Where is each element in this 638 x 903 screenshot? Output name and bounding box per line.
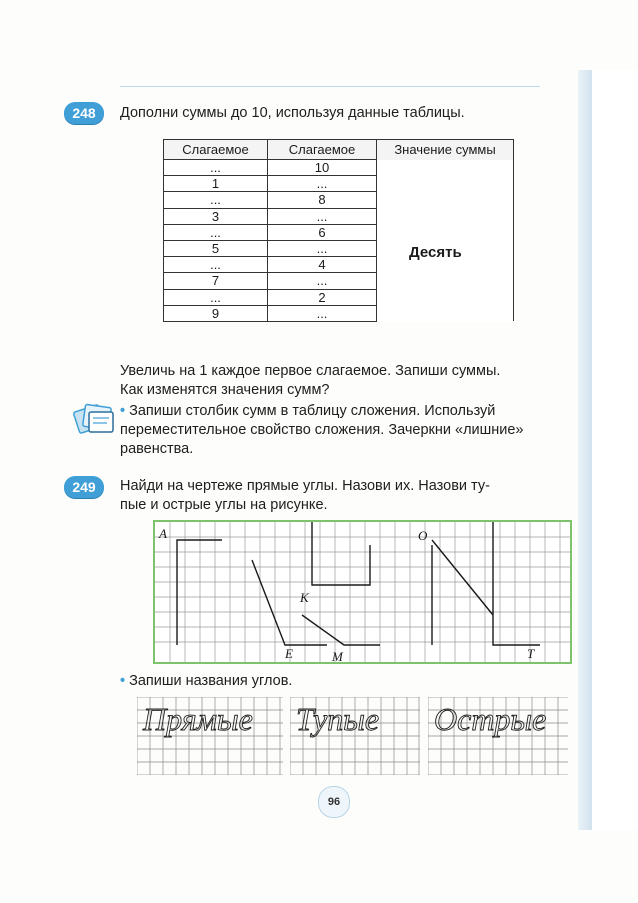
- addend-2: ...: [268, 208, 377, 224]
- label-k: K: [300, 590, 309, 605]
- addend-1: ...: [164, 224, 268, 240]
- table-header: Слагаемое: [268, 140, 377, 160]
- bullet-dot: •: [120, 673, 126, 689]
- addend-2: 10: [268, 160, 377, 176]
- table-header: Слагаемое: [164, 140, 268, 160]
- adjacent-page-strip: [578, 70, 592, 830]
- question-line: Как изменятся значения сумм?: [120, 382, 330, 398]
- label-m: M: [332, 649, 343, 662]
- exercise-249-badge: 249: [64, 476, 104, 498]
- addend-2: 4: [268, 257, 377, 273]
- addend-2: 6: [268, 224, 377, 240]
- addend-1: 9: [164, 305, 268, 321]
- label-t: T: [527, 646, 535, 661]
- label-a: A: [159, 526, 167, 541]
- exercise-249-task: пые и острые углы на рисунке.: [120, 497, 328, 513]
- sum-value-text: Десять: [409, 244, 462, 261]
- addend-2: ...: [268, 240, 377, 256]
- addend-2: ...: [268, 176, 377, 192]
- page-number: 96: [318, 786, 350, 818]
- cursive-grid-2: [290, 697, 420, 775]
- bullet-text: Запиши названия углов.: [129, 673, 293, 689]
- cursive-word: Прямые: [143, 701, 253, 737]
- table-row: [164, 160, 514, 176]
- cursive-grid-1: [137, 697, 283, 775]
- cards-icon: [72, 398, 118, 438]
- angles-drawing: [153, 520, 572, 664]
- sum-value-cell: [377, 160, 514, 322]
- bullet-text: Запиши столбик сумм в таблицу сложения. Используй: [129, 403, 496, 419]
- bullet-line: [120, 672, 292, 691]
- question-line: Увеличь на 1 каждое первое слагаемое. Запиши суммы.: [120, 363, 501, 379]
- addend-1: 7: [164, 273, 268, 289]
- bullet-line: [120, 402, 495, 421]
- label-e: E: [285, 646, 293, 661]
- top-rule: [120, 86, 540, 87]
- bullet-line: равенства.: [120, 441, 194, 457]
- addend-1: ...: [164, 192, 268, 208]
- addend-2: ...: [268, 273, 377, 289]
- addend-1: 5: [164, 240, 268, 256]
- addend-1: ...: [164, 257, 268, 273]
- cursive-word: Тупые: [296, 701, 380, 737]
- addend-1: ...: [164, 160, 268, 176]
- exercise-248-badge: 248: [64, 102, 104, 124]
- bullet-dot: •: [120, 403, 126, 419]
- table-header: Значение суммы: [377, 140, 514, 160]
- addend-2: ...: [268, 305, 377, 321]
- cursive-grid-3: [428, 697, 568, 775]
- sums-table: [163, 139, 514, 322]
- bullet-line: переместительное свойство сложения. Зачеркни «лишние»: [120, 422, 524, 438]
- addend-2: 2: [268, 289, 377, 305]
- addend-1: ...: [164, 289, 268, 305]
- label-o: O: [418, 528, 428, 543]
- exercise-249-task: Найди на чертеже прямые углы. Назови их. Назови ту-: [120, 478, 490, 494]
- page-margin: [592, 70, 638, 830]
- cursive-word: Острые: [434, 701, 547, 737]
- addend-1: 3: [164, 208, 268, 224]
- exercise-248-task: Дополни суммы до 10, используя данные таблицы.: [120, 105, 465, 121]
- addend-1: 1: [164, 176, 268, 192]
- addend-2: 8: [268, 192, 377, 208]
